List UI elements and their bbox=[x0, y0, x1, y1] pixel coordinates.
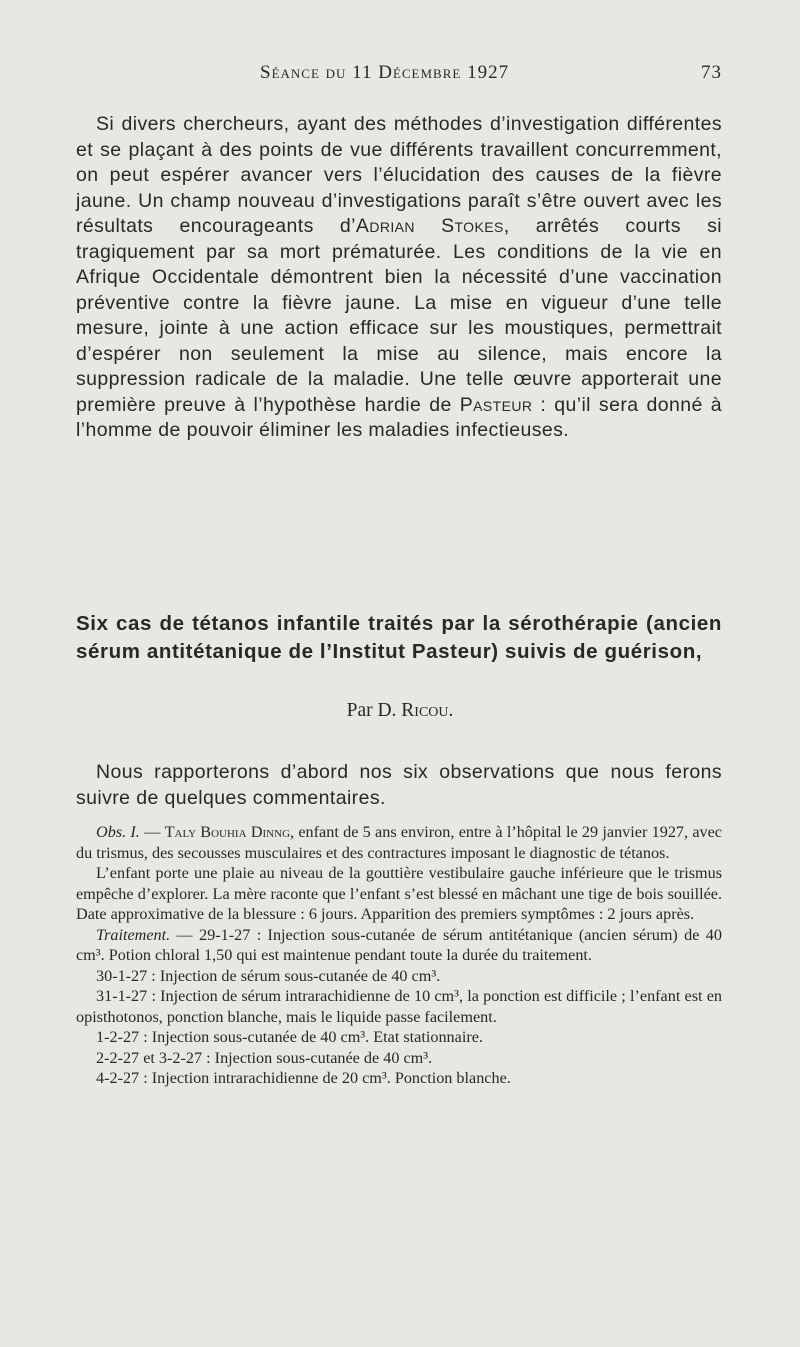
patient-name: Taly Bouhia Dinng bbox=[164, 823, 291, 841]
observation-text: , enfant de 5 ans environ, entre à l’hôpital le 29 janvier 1927, avec du trismus, des secousses musculaires et des contractures imposant le diagnostic de tétanos. bbox=[76, 823, 722, 862]
running-title: Séance du 11 Décembre 1927 bbox=[260, 62, 510, 83]
treatment-line-1: 30-1-27 : Injection de sérum sous-cutanée de 40 cm³. bbox=[96, 966, 441, 985]
observation-block bbox=[76, 822, 722, 1089]
observation-dash: — bbox=[139, 823, 165, 841]
byline-prefix: Par D. bbox=[346, 700, 402, 721]
article-byline bbox=[0, 700, 800, 722]
treatment-line-5: 4-2-27 : Injection intrarachidienne de 20 cm³. Ponction blanche. bbox=[96, 1069, 511, 1087]
treatment-label: Traitement. bbox=[96, 925, 171, 944]
treatment-line-2: 31-1-27 : Injection de sérum intrarachidienne de 10 cm³, la ponction est difficile ; l’enfant est en opisthotonos, ponction blanche, mais le liquide passe facilement. bbox=[76, 987, 722, 1026]
treatment-line-3: 1-2-27 : Injection sous-cutanée de 40 cm³. Etat stationnaire. bbox=[96, 1028, 483, 1046]
author-name-pasteur: Pasteur bbox=[459, 393, 533, 416]
intro-text-b: , arrêtés courts si tragiquement par sa mort prématurée. Les conditions de la vie en Afrique Occidentale démontrent bien la nécessité d’une vaccination préventive contre la fièvre jaune. La mise en vigueur d’une telle mesure, jointe à une action efficace sur les moustiques, permettrait d’espérer non seulement la mise au silence, mais encore la suppression radicale de la maladie. Une telle œuvre apporterait une première preuve à l’hypothèse hardie de bbox=[76, 215, 722, 416]
byline-author: Ricou. bbox=[401, 700, 454, 721]
article-title: Six cas de tétanos infantile traités par la sérothérapie (ancien sérum antitétanique de l’Institut Pasteur) suivis de guérison, bbox=[76, 612, 722, 663]
intro-text-a: Si divers chercheurs, ayant des méthodes d’investigation différentes et se plaçant à des points de vue différents travaillent concurremment, on peut espérer avancer vers l’élucidation des causes de la fièvre jaune. Un champ nouveau d’investigations paraît s’être ouvert avec les résultats encourageants d’ bbox=[76, 113, 722, 237]
intro-paragraph bbox=[76, 112, 722, 444]
treatment-line-4: 2-2-27 et 3-2-27 : Injection sous-cutanée de 40 cm³. bbox=[96, 1048, 433, 1067]
intro-text-c: : qu’il sera donné à l’homme de pouvoir éliminer les maladies infectieuses. bbox=[76, 393, 722, 441]
observation-paragraph-2: L’enfant porte une plaie au niveau de la gouttière vestibulaire gauche inférieure que le trismus empêche d’explorer. La mère raconte que l’enfant s’est blessé en mâchant une tige de bois souillée. Date approximative de la blessure : 6 jours. Apparition des premiers symptômes : 2 jours après. bbox=[76, 864, 722, 923]
treatment-text: — 29-1-27 : Injection sous-cutanée de sérum antitétanique (ancien sérum) de 40 cm³. Potion chloral 1,50 qui est maintenue pendant toute la durée du traitement. bbox=[76, 925, 722, 964]
lead-paragraph: Nous rapporterons d’abord nos six observations que nous ferons suivre de quelques commentaires. bbox=[76, 761, 722, 809]
article-lead bbox=[76, 760, 722, 811]
page-number: 73 bbox=[701, 62, 722, 83]
observation-label: Obs. I. bbox=[96, 823, 140, 841]
author-name-stokes: Adrian Stokes bbox=[355, 215, 504, 237]
